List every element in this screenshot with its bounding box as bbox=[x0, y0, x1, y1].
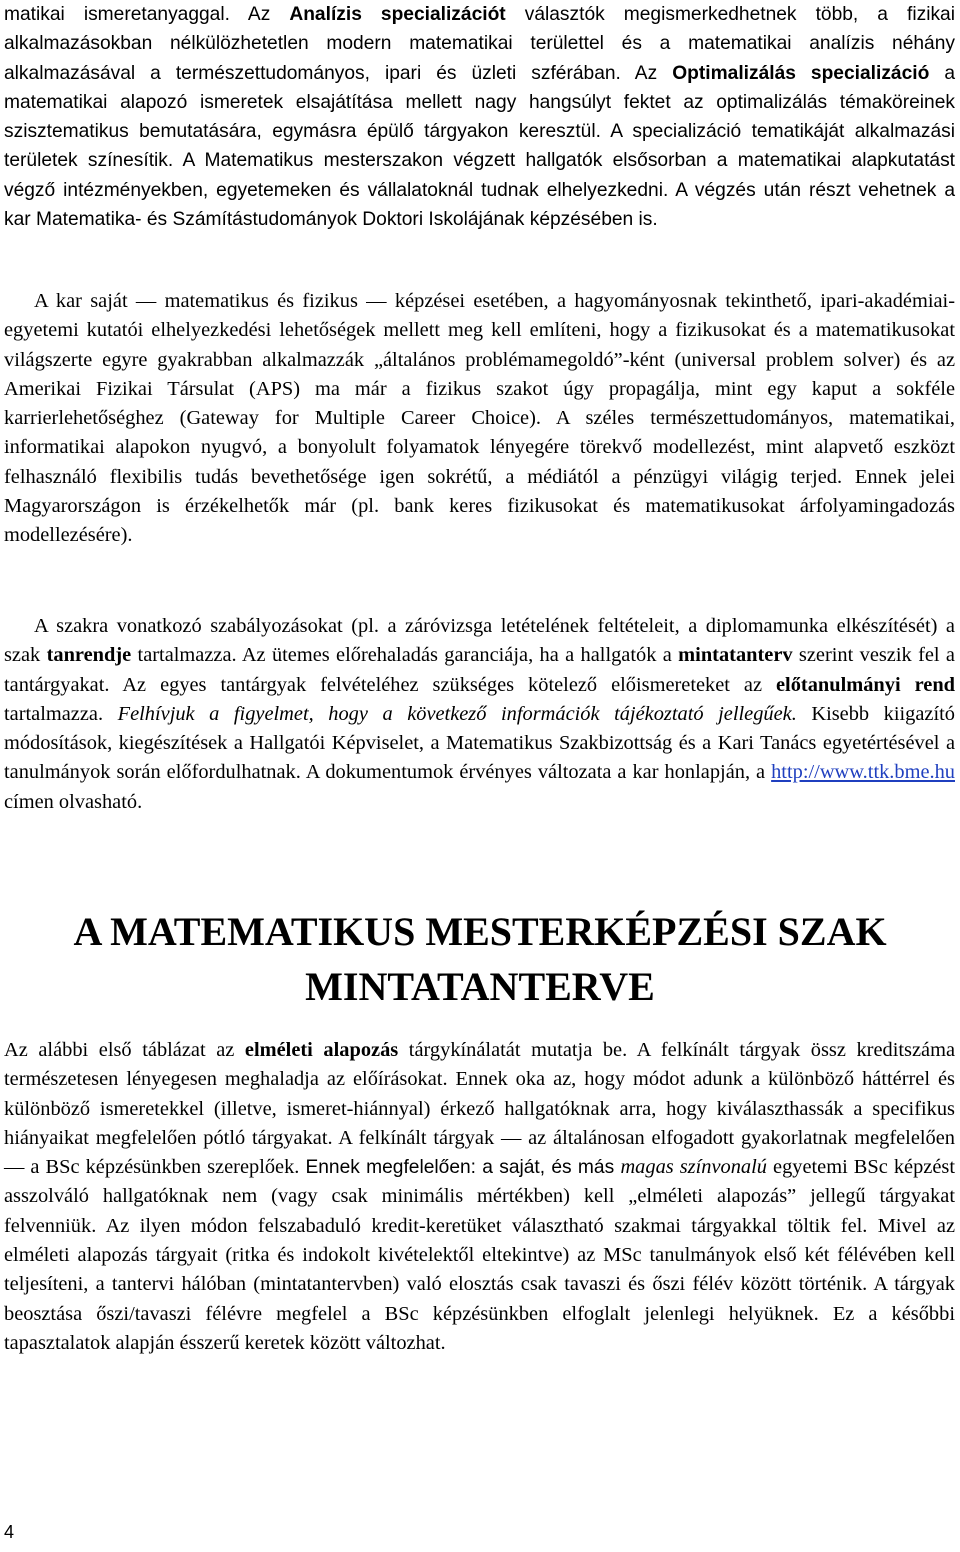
paragraph-career bbox=[4, 287, 955, 551]
italic-notice: Felhívjuk a figyelmet, hogy a következő információk tájékoztató jellegűek. bbox=[117, 702, 797, 725]
section-heading-line2: MINTATANTERVE bbox=[305, 964, 655, 1009]
text-run: címen olvasható. bbox=[4, 790, 143, 813]
bold-term-mintatanterv: mintatanterv bbox=[678, 644, 793, 667]
text-run-sans: Ennek megfelelően: a saját, és más bbox=[305, 1157, 621, 1179]
text-run: egyetemi BSc képzést asszolváló hallgatóknak nem (vagy csak minimális mértékben) kell „elméleti alapozás” jellegű tárgyakat felvenniük. Az ilyen módon felszabaduló kredit-keretüket választható szakmai tárgyakkal töltik fel. Mivel az elméleti alapozás tárgyait (ritka és indokolt kivételektől eltekintve) az MSc tanulmányok első két félévében kell teljesíteni, a tantervi hálóban (mintatantervben) való elosztás csak tavaszi és őszi félév között történik. A tárgyak beosztása őszi/tavaszi félévre megfelel a BSc képzésünkben elfoglalt jelenlegi helyüknek. Ez a későbbi tapasztalatok alapján ésszerű keretek között változhat. bbox=[4, 1156, 955, 1354]
text-run: választók megismerkedhetnek több, a fizikai alkalmazásokban nélkülözhetetlen modern matematikai területtel és a matematikai analízis néhány alkalmazásával a természettudományos, ipari és üzleti szférában. Az bbox=[4, 4, 955, 84]
paragraph-theoretical-foundation bbox=[4, 1036, 955, 1358]
text-run: szerint veszik fel a tantárgyakat. Az egyes tantárgyak felvételéhez szükséges kötelező előismereteket az bbox=[4, 644, 955, 696]
bold-term-tanrend: tanrendje bbox=[46, 644, 132, 667]
faculty-website-link[interactable]: http://www.ttk.bme.hu bbox=[771, 761, 955, 784]
italic-term: magas színvonalú bbox=[620, 1156, 767, 1179]
text-run: matikai ismeretanyaggal. Az bbox=[4, 4, 290, 25]
bold-term-analysis: Analízis specializációt bbox=[289, 4, 506, 25]
paragraph-specializations bbox=[4, 0, 955, 234]
text-run: A kar saját — matematikus és fizikus — képzései esetében, a hagyományosnak tekinthető, ipari-akadémiai-egyetemi kutatói elhelyezkedési lehetőségek mellett meg kell említeni, hogy a fizikusokat és a matematikusokat világszerte egyre gyakrabban alkalmazzák „általános problémamegoldó”-ként (universal problem solver) és az Amerikai Fizikai Társulat (APS) ma már a fizikus szakot úgy propagálja, mint egy kaput a sokféle karrierlehetőséghez (Gateway for Multiple Career Choice). A széles természettudományos, matematikai, informatikai alapokon nyugvó, a bonyolult folyamatok lényegére törekvő modellezést, mint alapvető eszközt felhasználó flexibilis tudás bevethetősége igen sokrétű, a médiától a pénzügyi világig terjed. Ennek jelei Magyarországon is érzékelhetők már (pl. bank keres fizikusokat és matematikusokat árfolyamingadozás modellezésére). bbox=[4, 290, 955, 547]
text-run: Az alábbi első táblázat az bbox=[4, 1039, 245, 1061]
page-number: 4 bbox=[4, 1522, 15, 1542]
text-run: tartalmazza. bbox=[4, 702, 118, 725]
bold-term-elotanulmanyi-rend: előtanulmányi rend bbox=[776, 673, 955, 696]
text-run: Kisebb kiigazító módosítások, kiegészítések a Hallgatói Képviselet, a Matematikus Szakbizottság és a Kari Tanács egyetértésével a tanulmányok során előfordulhatnak. A dokumentumok érvényes változata a kar honlapján, a bbox=[4, 702, 956, 784]
text-run: tárgykínálatát mutatja be. A felkínált tárgyak össz kreditszáma természetesen lényegesen meghaladja az előírásokat. Ennek oka az, hogy módot adunk a különböző háttérrel és különböző ismeretekkel (illetve, ismeret-hiánnyal) érkező hallgatóknak arra, hogy kiválaszthassák a specifikus hiányaikat megfelelően pótló tárgyakat. A felkínált tárgyak — az általánosan elfogadott gyakorlatnak megfelelően — a BSc képzésünkben szereplőek. bbox=[4, 1039, 955, 1179]
text-run: tartalmazza. Az ütemes előrehaladás garanciája, ha a hallgatók a bbox=[131, 644, 679, 667]
bold-term-optimization: Optimalizálás specializáció bbox=[672, 62, 930, 84]
section-heading-line1: A MATEMATIKUS MESTERKÉPZÉSI SZAK bbox=[73, 909, 887, 954]
paragraph-regulations bbox=[4, 612, 955, 817]
section-heading bbox=[0, 904, 960, 1014]
bold-term-elmeleti-alapozas: elméleti alapozás bbox=[244, 1039, 399, 1061]
text-run: A szakra vonatkozó szabályozásokat (pl. a záróvizsga letételének feltételeit, a diplomamunka elkészítését) a szak bbox=[4, 615, 955, 667]
text-run: a matematikai alapozó ismeretek elsajátítása mellett nagy hangsúlyt fektet az optimalizálás témaköreinek szisztematikus bemutatására, egymásra épülő tárgyakon keresztül. A specializáció tematikáját alkalmazási területek színesítik. A Matematikus mesterszakon végzett hallgatók elsősorban a matematikai alapkutatást végző intézményekben, egyetemeken és vállalatoknál tudnak elhelyezkedni. A végzés után részt vehetnek a kar Matematika- és Számítástudományok Doktori Iskolájának képzésében is. bbox=[4, 62, 955, 231]
